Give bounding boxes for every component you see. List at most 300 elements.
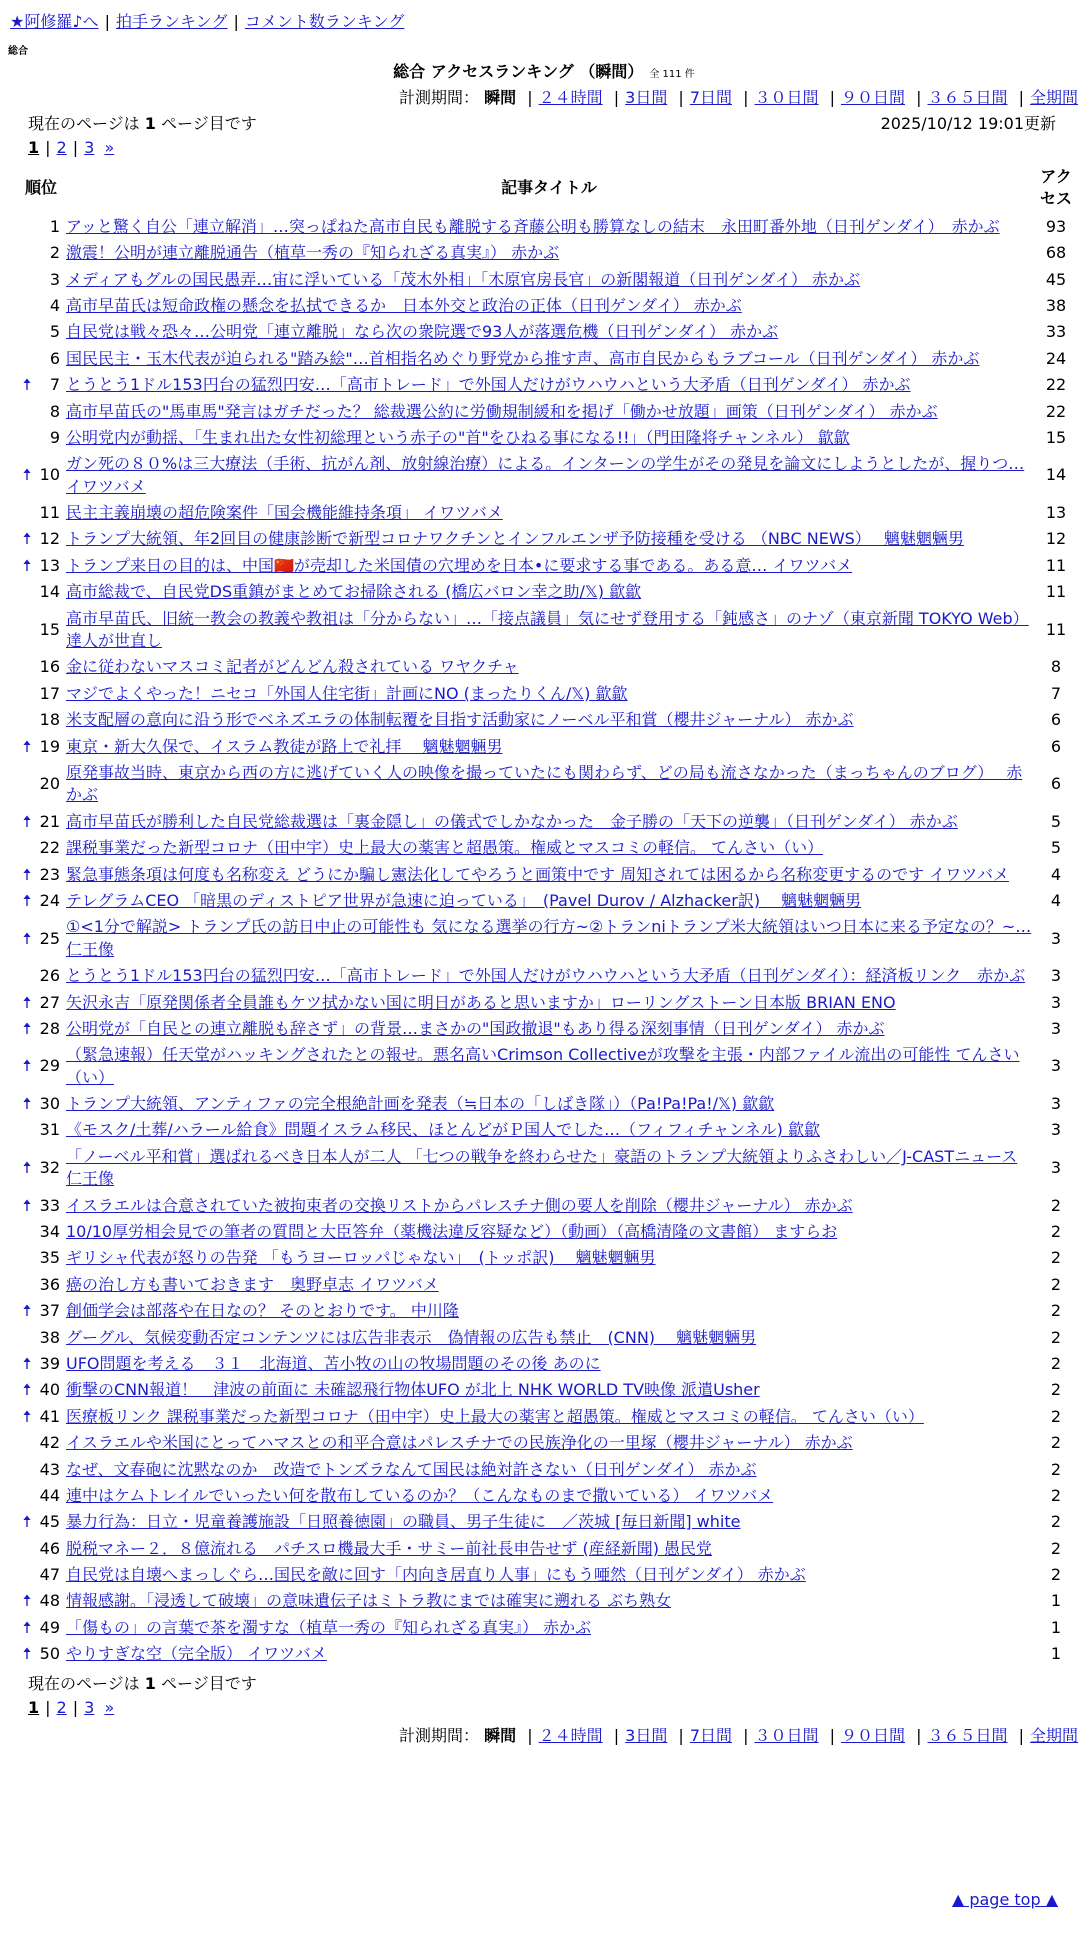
- rank-number: 44: [39, 1485, 60, 1505]
- article-title-link[interactable]: 創価学会は部落や在日なの？ そのとおりです。 中川隆: [66, 1301, 459, 1321]
- article-title-cell: [64, 1377, 1034, 1403]
- article-title-cell: [64, 1325, 1034, 1351]
- rank-number: 12: [39, 529, 60, 549]
- table-row: [18, 654, 1078, 680]
- article-title-cell: [64, 1219, 1034, 1245]
- period-link-90d[interactable]: ９０日間: [840, 1726, 905, 1745]
- up-arrow-icon: 🠅: [22, 375, 32, 395]
- up-arrow-icon: 🠅: [22, 1094, 32, 1114]
- article-title-link[interactable]: 高市早苗氏の"馬車馬"発言はガチだった？ 総裁選公約に労働規制緩和を掲げ「働かせ放題」画策（日刊ゲンダイ） 赤かぶ: [66, 401, 938, 421]
- rank-number: 40: [39, 1380, 60, 1400]
- link-asyura-home[interactable]: ★阿修羅♪へ: [10, 12, 99, 31]
- table-row: [18, 1117, 1078, 1143]
- article-title-cell: [64, 1144, 1034, 1193]
- article-title-link[interactable]: 10/10厚労相会見での筆者の質問と大臣答弁（薬機法違反容疑など）（動画）（高橋清隆の文書館） ますらお: [66, 1222, 838, 1242]
- access-count: 13: [1045, 503, 1067, 523]
- up-arrow-icon: 🠅: [22, 465, 32, 485]
- article-title-cell: [64, 963, 1034, 989]
- arrow-placeholder: [18, 293, 36, 319]
- header-access: アクセス: [1039, 167, 1072, 209]
- pager-current: 1: [28, 1698, 40, 1717]
- link-clap-ranking[interactable]: 拍手ランキング: [115, 12, 228, 31]
- access-count: 3: [1050, 992, 1062, 1012]
- rank-number: 10: [39, 465, 60, 485]
- period-link-90d[interactable]: ９０日間: [840, 88, 905, 107]
- table-row: [18, 1430, 1078, 1456]
- table-row: [18, 1245, 1078, 1271]
- article-title-link[interactable]: 癌の治し方も書いておきます 奥野卓志 イワツバメ: [66, 1274, 439, 1294]
- pager-next[interactable]: »: [104, 1698, 115, 1717]
- access-count: 3: [1050, 1018, 1062, 1038]
- article-title-link[interactable]: 高市早苗氏は短命政権の懸念を払拭できるか 日本外交と政治の正体（日刊ゲンダイ） 赤かぶ: [66, 295, 742, 315]
- header-rank: 順位: [24, 178, 57, 198]
- article-title-link[interactable]: UFO問題を考える ３１ 北海道、苫小牧の山の牧場問題のその後 あのに: [66, 1353, 601, 1373]
- article-title-cell: [64, 526, 1034, 552]
- total-count: 全 111 件: [649, 69, 695, 80]
- article-title-cell: [64, 1457, 1034, 1483]
- article-title-link[interactable]: 医療板リンク 課税事業だった新型コロナ（田中宇）史上最大の薬害と超愚策。権威とマスコミの軽信。 てんさい（い）: [66, 1406, 924, 1426]
- rank-number: 21: [39, 811, 60, 831]
- article-title-link[interactable]: 脱税マネー２．８億流れる パチスロ機最大手・サミー前社長申告せず (産経新聞) 愚民党: [66, 1538, 713, 1558]
- article-title-link[interactable]: アッと驚く自公「連立解消」…突っぱねた高市自民も離脱する斉藤公明も勝算なしの結末 永田町番外地（日刊ゲンダイ） 赤かぶ: [66, 216, 1000, 236]
- period-label: 計測期間：: [399, 88, 480, 107]
- article-title-link[interactable]: 「ノーベル平和賞」選ばれるべき日本人が二人 「七つの戦争を終わらせた」豪語のトランプ大統領よりふさわしい／J-CASTニュース 仁王像: [66, 1146, 1018, 1189]
- article-title-link[interactable]: 高市総裁で、自民党DS重鎮がまとめてお掃除される (橋広バロン幸之助/𝕏) 歙歙: [66, 582, 642, 602]
- article-title-link[interactable]: 高市早苗氏、旧統一教会の教義や教祖は「分からない」…「接点議員」気にせず登用する「鈍感さ」のナゾ（東京新聞 TOKYO Web） 達人が世直し: [66, 608, 1029, 651]
- access-count: 2: [1050, 1512, 1062, 1532]
- table-row: [18, 1193, 1078, 1219]
- access-count: 1: [1050, 1644, 1062, 1664]
- arrow-placeholder: [18, 425, 36, 451]
- access-count: 6: [1050, 710, 1062, 730]
- rank-number: 34: [39, 1222, 60, 1242]
- rank-number: 9: [49, 427, 60, 447]
- arrow-placeholder: [18, 399, 36, 425]
- period-link-30d[interactable]: ３０日間: [754, 1726, 819, 1745]
- table-row: [18, 451, 1078, 500]
- rank-number: 30: [39, 1094, 60, 1114]
- up-arrow-icon: 🠅: [22, 1644, 32, 1664]
- access-count: 12: [1045, 529, 1067, 549]
- article-title-cell: [64, 809, 1034, 835]
- article-title-cell: [64, 862, 1034, 888]
- separator: |: [233, 12, 239, 31]
- top-links: [10, 10, 404, 33]
- table-row: [18, 1457, 1078, 1483]
- arrow-placeholder: [18, 707, 36, 733]
- rank-number: 20: [39, 774, 60, 794]
- table-row: [18, 1016, 1078, 1042]
- period-link-24h[interactable]: ２４時間: [538, 1726, 603, 1745]
- table-header-row: [18, 163, 1078, 214]
- article-title-cell: [64, 1404, 1034, 1430]
- arrow-placeholder: [18, 240, 36, 266]
- rank-number: 13: [39, 555, 60, 575]
- rank-number: 35: [39, 1248, 60, 1268]
- article-title-cell: [64, 1272, 1034, 1298]
- article-title-link[interactable]: 《モスク/土葬/ハラール給食》問題イスラム移民、ほとんどがＰ国人でした…（フィフィチャンネル) 歙歙: [66, 1120, 820, 1140]
- access-count: 68: [1045, 243, 1067, 263]
- access-count: 4: [1050, 864, 1062, 884]
- article-title-link[interactable]: 暴力行為：日立・児童養護施設「日照養徳園」の職員、男子生徒に ／茨城 [毎日新聞] white: [66, 1512, 741, 1532]
- table-row: [18, 579, 1078, 605]
- arrow-placeholder: [18, 1219, 36, 1245]
- period-link-3d[interactable]: 3日間: [625, 1726, 668, 1745]
- period-nav-bottom: 計測期間： 瞬間 | ２４時間 | 3日間 | 7日間 | ３０日間 | ９０日間 | ３６５日間 | 全期間: [399, 1726, 1078, 1745]
- table-row: [18, 1272, 1078, 1298]
- article-title-cell: [64, 760, 1034, 809]
- access-count: 3: [1050, 1094, 1062, 1114]
- article-title-cell: [64, 990, 1034, 1016]
- table-row: [18, 293, 1078, 319]
- article-title-cell: [64, 1042, 1034, 1091]
- access-count: 22: [1045, 375, 1067, 395]
- pager-page-3[interactable]: 3: [84, 1698, 95, 1717]
- up-arrow-icon: 🠅: [22, 1353, 32, 1373]
- table-row: [18, 425, 1078, 451]
- up-arrow-icon: 🠅: [22, 864, 32, 884]
- period-link-7d[interactable]: 7日間: [689, 1726, 732, 1745]
- access-count: 2: [1050, 1406, 1062, 1426]
- article-title-link[interactable]: ガン死の８０%は三大療法（手術、抗がん剤、放射線治療）による。インターンの学生がその発見を論文にしようとしたが、握りつ… イワツバメ: [66, 454, 1025, 496]
- rank-number: 3: [49, 269, 60, 289]
- up-arrow-icon: 🠅: [22, 811, 32, 831]
- article-title-link[interactable]: やりすぎな空（完全版） イワツバメ: [66, 1644, 327, 1664]
- rank-number: 38: [39, 1327, 60, 1347]
- rank-number: 36: [39, 1274, 60, 1294]
- article-title-cell: [64, 1509, 1034, 1535]
- rank-number: 32: [39, 1158, 60, 1178]
- article-title-link[interactable]: とうとう1ドル153円台の猛烈円安…「高市トレード」で外国人だけがウハウハという大矛盾（日刊ゲンダイ）：経済板リンク 赤かぶ: [66, 966, 1026, 986]
- article-title-cell: [64, 1615, 1034, 1641]
- access-count: 8: [1050, 657, 1062, 677]
- article-title-link[interactable]: 公明党内が動揺、「生まれ出た女性初総理という赤子の"首"をひねる事になる!!」（門田隆将チャンネル） 歙歙: [66, 427, 850, 447]
- table-row: [18, 1377, 1078, 1403]
- article-title-cell: [64, 500, 1034, 526]
- arrow-placeholder: [18, 500, 36, 526]
- up-arrow-icon: 🠅: [22, 1512, 32, 1532]
- rank-number: 48: [39, 1591, 60, 1611]
- article-title-link[interactable]: 衝撃のCNN報道！ 津波の前面に 未確認飛行物体UFO が北上 NHK WORLD TV映像 派遣Usher: [66, 1380, 760, 1400]
- pager-next[interactable]: »: [104, 138, 115, 157]
- page-info-bottom: 現在のページは 1 ページ目です: [28, 1674, 257, 1693]
- access-count: 11: [1045, 555, 1067, 575]
- article-title-link[interactable]: 東京・新大久保で、イスラム教徒が路上で礼拝 魑魅魍魎男: [66, 736, 503, 756]
- access-count: 22: [1045, 401, 1067, 421]
- article-title-cell: [64, 1091, 1034, 1117]
- table-row: [18, 734, 1078, 760]
- table-row: [18, 862, 1078, 888]
- access-count: 45: [1045, 269, 1067, 289]
- access-count: 6: [1050, 774, 1062, 794]
- article-title-link[interactable]: 緊急事態条項は何度も名称変え どうにか騙し憲法化してやろうと画策中です 周知されては困るから名称変更するのです イワツバメ: [66, 864, 1009, 884]
- access-count: 2: [1050, 1565, 1062, 1585]
- pager-page-2[interactable]: 2: [56, 1698, 67, 1717]
- arrow-placeholder: [18, 606, 36, 655]
- access-count: 4: [1050, 890, 1062, 910]
- article-title-link[interactable]: 連中はケムトレイルでいったい何を散布しているのか？（こんなものまで撒いている） イワツバメ: [66, 1485, 774, 1505]
- pager-top: 1 | 2 | 3 »: [28, 138, 115, 157]
- table-row: [18, 1588, 1078, 1614]
- rank-number: 27: [39, 992, 60, 1012]
- access-count: 3: [1050, 1056, 1062, 1076]
- table-row: [18, 606, 1078, 655]
- rank-number: 2: [49, 243, 60, 263]
- period-link-all[interactable]: 全期間: [1029, 1726, 1078, 1745]
- separator: |: [104, 12, 110, 31]
- rank-number: 33: [39, 1195, 60, 1215]
- article-title-link[interactable]: テレグラムCEO 「暗黒のディストピア世界が急速に迫っている」 (Pavel Durov / Alzhacker訳) 魑魅魍魎男: [66, 890, 862, 910]
- article-title-link[interactable]: ギリシャ代表が怒りの告発 「もうヨーロッパじゃない」 (トッポ訳) 魑魅魍魎男: [66, 1248, 656, 1268]
- page-info-top: 現在のページは 1 ページ目です: [28, 114, 257, 133]
- up-arrow-icon: 🠅: [22, 928, 32, 948]
- article-title-link[interactable]: 国民民主・玉木代表が迫られる"踏み絵"…首相指名めぐり野党から推す声、高市自民からもラブコール（日刊ゲンダイ） 赤かぶ: [66, 348, 980, 368]
- article-title-link[interactable]: 課税事業だった新型コロナ（田中宇）史上最大の薬害と超愚策。権威とマスコミの軽信。 てんさい（い）: [66, 838, 824, 858]
- article-title-link[interactable]: グーグル、気候変動否定コンテンツには広告非表示 偽情報の広告も禁止 (CNN) 魑魅魍魎男: [66, 1327, 757, 1347]
- arrow-placeholder: [18, 760, 36, 809]
- table-row: [18, 760, 1078, 809]
- arrow-placeholder: [18, 1272, 36, 1298]
- table-row: [18, 1562, 1078, 1588]
- period-link-7d[interactable]: 7日間: [689, 88, 732, 107]
- article-title-link[interactable]: トランプ大統領、年2回目の健康診断で新型コロナワクチンとインフルエンザ予防接種を受ける （NBC NEWS） 魑魅魍魎男: [66, 529, 964, 549]
- article-title-cell: [64, 372, 1034, 398]
- rank-number: 25: [39, 928, 60, 948]
- access-count: 33: [1045, 322, 1067, 342]
- up-arrow-icon: 🠅: [22, 1056, 32, 1076]
- rank-number: 47: [39, 1565, 60, 1585]
- category-label: 総合: [8, 46, 28, 57]
- article-title-link[interactable]: 金に従わないマスコミ記者がどんどん殺されている ワヤクチャ: [66, 657, 519, 677]
- article-title-cell: [64, 214, 1034, 240]
- arrow-placeholder: [18, 346, 36, 372]
- access-count: 3: [1050, 966, 1062, 986]
- rank-number: 41: [39, 1406, 60, 1426]
- header-title: 記事タイトル: [501, 178, 597, 198]
- article-title-cell: [64, 579, 1034, 605]
- arrow-placeholder: [18, 579, 36, 605]
- table-row: [18, 835, 1078, 861]
- arrow-placeholder: [18, 963, 36, 989]
- pager-current: 1: [28, 138, 40, 157]
- access-count: 3: [1050, 1158, 1062, 1178]
- access-count: 15: [1045, 427, 1067, 447]
- article-title-link[interactable]: 自民党は自壊へまっしぐら…国民を敵に回す「内向き居直り人事」にもう唖然（日刊ゲンダイ） 赤かぶ: [66, 1565, 806, 1585]
- table-row: [18, 1219, 1078, 1245]
- access-count: 2: [1050, 1222, 1062, 1242]
- table-row: [18, 1509, 1078, 1535]
- rank-number: 45: [39, 1512, 60, 1532]
- rank-number: 5: [49, 322, 60, 342]
- article-title-link[interactable]: マジでよくやった！ニセコ「外国人住宅街」計画にNO (まったりくん/𝕏) 歙歙: [66, 683, 628, 703]
- period-link-365d[interactable]: ３６５日間: [927, 88, 1008, 107]
- access-count: 5: [1050, 811, 1062, 831]
- article-title-link[interactable]: 高市早苗氏が勝利した自民党総裁選は「裏金隠し」の儀式でしかなかった 金子勝の「天下の逆襲」（日刊ゲンダイ） 赤かぶ: [66, 811, 958, 831]
- article-title-cell: [64, 240, 1034, 266]
- period-link-30d[interactable]: ３０日間: [754, 88, 819, 107]
- rank-number: 46: [39, 1538, 60, 1558]
- up-arrow-icon: 🠅: [22, 1406, 32, 1426]
- table-row: [18, 888, 1078, 914]
- article-title-cell: [64, 835, 1034, 861]
- up-arrow-icon: 🠅: [22, 529, 32, 549]
- article-title-cell: [64, 681, 1034, 707]
- article-title-cell: [64, 553, 1034, 579]
- pager-page-2[interactable]: 2: [56, 138, 67, 157]
- article-title-cell: [64, 914, 1034, 963]
- rank-number: 15: [39, 619, 60, 639]
- up-arrow-icon: 🠅: [22, 1195, 32, 1215]
- rank-number: 8: [49, 401, 60, 421]
- access-count: 11: [1045, 582, 1067, 602]
- period-link-24h[interactable]: ２４時間: [538, 88, 603, 107]
- table-row: [18, 1042, 1078, 1091]
- table-row: [18, 963, 1078, 989]
- up-arrow-icon: 🠅: [22, 736, 32, 756]
- arrow-placeholder: [18, 267, 36, 293]
- rank-number: 37: [39, 1301, 60, 1321]
- rank-number: 49: [39, 1617, 60, 1637]
- access-count: 2: [1050, 1327, 1062, 1347]
- table-row: [18, 1351, 1078, 1377]
- article-title-cell: [64, 425, 1034, 451]
- article-title-link[interactable]: メディアもグルの国民愚弄…宙に浮いている「茂木外相」「木原官房長官」の新閣報道（日刊ゲンダイ） 赤かぶ: [66, 269, 861, 289]
- rank-number: 43: [39, 1459, 60, 1479]
- article-title-cell: [64, 1298, 1034, 1324]
- access-count: 24: [1045, 348, 1067, 368]
- access-count: 11: [1045, 619, 1067, 639]
- article-title-link[interactable]: トランプ大統領、アンティファの完全根絶計画を発表（≒日本の「しばき隊」）（Pa!Pa!Pa!/𝕏) 歙歙: [66, 1094, 775, 1114]
- article-title-link[interactable]: 激震！公明が連立離脱通告（植草一秀の『知られざる真実』） 赤かぶ: [66, 243, 560, 263]
- updated-timestamp: 2025/10/12 19:01更新: [880, 114, 1056, 133]
- rank-number: 42: [39, 1433, 60, 1453]
- article-title-cell: [64, 319, 1034, 345]
- rank-number: 17: [39, 683, 60, 703]
- rank-number: 4: [49, 295, 60, 315]
- rank-number: 23: [39, 864, 60, 884]
- table-row: [18, 214, 1078, 240]
- article-title-cell: [64, 293, 1034, 319]
- rank-number: 16: [39, 657, 60, 677]
- access-count: 2: [1050, 1485, 1062, 1505]
- period-nav-top: 計測期間： 瞬間 | ２４時間 | 3日間 | 7日間 | ３０日間 | ９０日間 | ３６５日間 | 全期間: [399, 88, 1078, 107]
- article-title-link[interactable]: 情報感謝。「浸透して破壊」の意味遺伝子はミトラ教にまでは確実に遡れる ぶち熟女: [66, 1591, 672, 1611]
- article-title-link[interactable]: 公明党が「自民との連立離脱も辞さず」の背景…まさかの"国政撤退"もあり得る深刻事情（日刊ゲンダイ） 赤かぶ: [66, 1018, 885, 1038]
- period-current: 瞬間: [484, 88, 517, 107]
- table-row: [18, 1536, 1078, 1562]
- ranking-table: [18, 163, 1078, 1668]
- article-title-link[interactable]: とうとう1ドル153円台の猛烈円安…「高市トレード」で外国人だけがウハウハという大矛盾（日刊ゲンダイ） 赤かぶ: [66, 375, 911, 395]
- table-row: [18, 526, 1078, 552]
- arrow-placeholder: [18, 1117, 36, 1143]
- article-title-link[interactable]: （緊急速報）任天堂がハッキングされたとの報せ。悪名高いCrimson Collectiveが攻撃を主張・内部ファイル流出の可能性 てんさい（い）: [66, 1045, 1020, 1087]
- table-row: [18, 1404, 1078, 1430]
- table-row: [18, 707, 1078, 733]
- access-count: 6: [1050, 736, 1062, 756]
- up-arrow-icon: 🠅: [22, 555, 32, 575]
- table-row: [18, 267, 1078, 293]
- access-count: 1: [1050, 1591, 1062, 1611]
- article-title-link[interactable]: ①<1分で解説> トランプ氏の訪日中止の可能性も 気になる選挙の行方~②トランniトランプ米大統領はいつ日本に来る予定なの？~… 仁王像: [66, 917, 1032, 959]
- access-count: 38: [1045, 295, 1067, 315]
- up-arrow-icon: 🠅: [22, 1158, 32, 1178]
- article-title-link[interactable]: 原発事故当時、東京から西の方に逃げていく人の映像を撮っていたにも関わらず、どの局も流さなかった（まっちゃんのブログ） 赤かぶ: [66, 762, 1023, 805]
- arrow-placeholder: [18, 681, 36, 707]
- arrow-placeholder: [18, 1457, 36, 1483]
- access-count: 14: [1045, 465, 1067, 485]
- access-count: 2: [1050, 1353, 1062, 1373]
- table-row: [18, 1298, 1078, 1324]
- page-top-link[interactable]: ▲ page top ▲: [951, 1890, 1058, 1909]
- table-row: [18, 240, 1078, 266]
- article-title-cell: [64, 1245, 1034, 1271]
- rank-number: 28: [39, 1018, 60, 1038]
- period-link-all[interactable]: 全期間: [1029, 88, 1078, 107]
- rank-number: 26: [39, 966, 60, 986]
- article-title-link[interactable]: イスラエルや米国にとってハマスとの和平合意はパレスチナでの民族浄化の一里塚（櫻井ジャーナル） 赤かぶ: [66, 1433, 853, 1453]
- access-count: 2: [1050, 1195, 1062, 1215]
- article-title-link[interactable]: 自民党は戦々恐々…公明党「連立離脱」なら次の衆院選で93人が落選危機（日刊ゲンダイ） 赤かぶ: [66, 322, 779, 342]
- article-title-cell: [64, 1483, 1034, 1509]
- period-link-3d[interactable]: 3日間: [625, 88, 668, 107]
- access-count: 2: [1050, 1301, 1062, 1321]
- article-title-link[interactable]: 「傷もの」の言葉で茶を濁すな（植草一秀の『知られざる真実』） 赤かぶ: [66, 1617, 592, 1637]
- article-title-link[interactable]: 矢沢永吉「原発関係者全員誰もケツ拭かない国に明日があると思いますか」ローリングストーン日本版 BRIAN ENO: [66, 992, 896, 1012]
- article-title-link[interactable]: なぜ、文春砲に沈黙なのか 改造でトンズラなんて国民は絶対許さない（日刊ゲンダイ） 赤かぶ: [66, 1459, 757, 1479]
- arrow-placeholder: [18, 1325, 36, 1351]
- rank-number: 1: [49, 216, 60, 236]
- link-comment-ranking[interactable]: コメント数ランキング: [244, 12, 405, 31]
- article-title-cell: [64, 1016, 1034, 1042]
- up-arrow-icon: 🠅: [22, 1591, 32, 1611]
- article-title-cell: [64, 267, 1034, 293]
- arrow-placeholder: [18, 1430, 36, 1456]
- access-count: 2: [1050, 1459, 1062, 1479]
- table-row: [18, 372, 1078, 398]
- page-title: 総合 アクセスランキング （瞬間）: [393, 62, 644, 81]
- article-title-link[interactable]: 民主主義崩壊の超危険案件「国会機能維持条項」 イワツバメ: [66, 503, 503, 523]
- access-count: 5: [1050, 838, 1062, 858]
- article-title-link[interactable]: 米支配層の意向に沿う形でベネズエラの体制転覆を目指す活動家にノーベル平和賞（櫻井ジャーナル） 赤かぶ: [66, 710, 854, 730]
- table-row: [18, 914, 1078, 963]
- arrow-placeholder: [18, 319, 36, 345]
- article-title-cell: [64, 1562, 1034, 1588]
- access-count: 2: [1050, 1274, 1062, 1294]
- period-link-365d[interactable]: ３６５日間: [927, 1726, 1008, 1745]
- pager-page-3[interactable]: 3: [84, 138, 95, 157]
- table-row: [18, 1144, 1078, 1193]
- rank-number: 24: [39, 890, 60, 910]
- rank-number: 18: [39, 710, 60, 730]
- access-count: 7: [1050, 683, 1062, 703]
- table-row: [18, 553, 1078, 579]
- access-count: 2: [1050, 1433, 1062, 1453]
- table-row: [18, 809, 1078, 835]
- article-title-cell: [64, 1536, 1034, 1562]
- article-title-link[interactable]: イスラエルは合意されていた被拘束者の交換リストからパレスチナ側の要人を削除（櫻井ジャーナル） 赤かぶ: [66, 1195, 853, 1215]
- arrow-placeholder: [18, 835, 36, 861]
- article-title-link[interactable]: トランプ来日の目的は、中国🇨🇳が売却した米国債の穴埋めを日本•に要求する事である。ある意… イワツバメ: [66, 555, 853, 575]
- access-count: 93: [1045, 216, 1067, 236]
- article-title-cell: [64, 346, 1034, 372]
- arrow-placeholder: [18, 1536, 36, 1562]
- table-row: [18, 500, 1078, 526]
- arrow-placeholder: [18, 1562, 36, 1588]
- table-row: [18, 1483, 1078, 1509]
- article-title-cell: [64, 1430, 1034, 1456]
- table-row: [18, 399, 1078, 425]
- access-count: 2: [1050, 1380, 1062, 1400]
